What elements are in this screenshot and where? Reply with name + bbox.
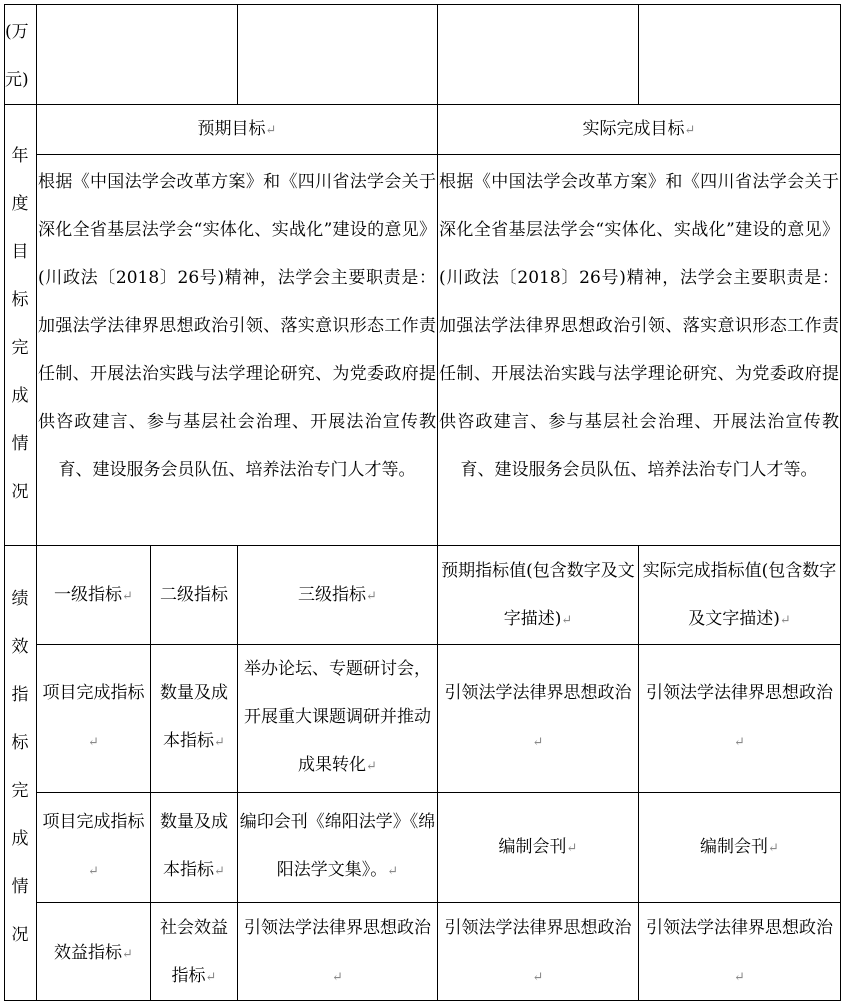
header-level2: [151, 571, 237, 619]
row1-expected-text: 引领法学法律界思想政治: [444, 683, 632, 703]
annual-side-label: [6, 132, 34, 516]
row3-actual: 引领法学法律界思想政治↵: [646, 918, 833, 985]
row1-level1: 项目完成指标↵: [42, 683, 145, 750]
rule: [840, 4, 841, 1001]
header-expected: 预期指标值(包含数字及文字描述)↵: [441, 561, 635, 629]
actual-target-text: 根据《中国法学会改革方案》和《四川省法学会关于深化全省基层法学会“实体化、实战化”建设的意见》(川政法〔2018〕26号)精神，法学会主要职责是：加强法学法律界思想政治引领、落实意识形态工作责任制、开展法治实践与法学理论研究、为党委政府提供咨政建言、参与基层社会治理、开展法治宣传教育、建设服务会员队伍、培养法治专门人才等。: [439, 172, 839, 480]
side-char: 情: [11, 434, 29, 454]
rule: [36, 902, 840, 903]
header-level3-text: 三级指标: [298, 585, 367, 605]
rule: [4, 545, 840, 546]
row3-level1-text: 效益指标: [54, 943, 123, 963]
rule: [638, 545, 639, 1001]
actual-target-header: 实际完成目标↵: [582, 119, 696, 139]
rule: [36, 154, 840, 155]
side-char: 成: [11, 829, 29, 849]
actual-target-header-text: 实际完成目标: [582, 119, 685, 139]
row2-actual: 编制会刊↵: [700, 837, 779, 857]
row2-level3-text: 编印会刊《绵阳法学》《绵阳法学文集》。: [239, 812, 436, 880]
side-char: 情: [11, 877, 29, 897]
row2-level3: 编印会刊《绵阳法学》《绵阳法学文集》。↵: [239, 812, 436, 880]
side-char: 目: [11, 242, 29, 262]
side-char: 完: [11, 781, 29, 801]
row3-level3-text: 引领法学法律界思想政治: [244, 918, 431, 938]
side-char: 成: [11, 386, 29, 406]
row3-level2: 社会效益指标↵: [160, 918, 228, 986]
side-char: 况: [11, 482, 29, 502]
side-char: 指: [11, 685, 29, 705]
side-char: 况: [11, 925, 29, 945]
rule: [237, 4, 238, 105]
row3-expected-text: 引领法学法律界思想政治: [444, 918, 632, 938]
side-char: 度: [11, 194, 29, 214]
expected-target-text: 根据《中国法学会改革方案》和《四川省法学会关于深化全省基层法学会“实体化、实战化”建设的意见》(川政法〔2018〕26号)精神，法学会主要职责是：加强法学法律界思想政治引领、落实意识形态工作责任制、开展法治实践与法学理论研究、为党委政府提供咨政建言、参与基层社会治理、开展法治宣传教育、建设服务会员队伍、培养法治专门人才等。: [38, 172, 436, 480]
header-expected-text: 预期指标值(包含数字及文字描述): [441, 561, 635, 629]
unit-label: [5, 8, 36, 104]
performance-side-label: [6, 575, 34, 959]
header-level2-text: 二级指标: [160, 585, 228, 605]
row3-level2-text: 社会效益指标: [160, 918, 228, 986]
row3-expected: 引领法学法律界思想政治↵: [444, 918, 632, 985]
rule: [638, 4, 639, 105]
side-char: 完: [11, 338, 29, 358]
row2-expected-text: 编制会刊: [498, 837, 567, 857]
row1-actual: 引领法学法律界思想政治↵: [646, 683, 833, 750]
unit-label-line2: 元): [5, 70, 29, 90]
unit-label-line1: (万: [5, 22, 29, 42]
side-char: 年: [11, 146, 29, 166]
side-char: 标: [11, 290, 29, 310]
row3-level3: 引领法学法律界思想政治↵: [244, 918, 431, 985]
expected-target-header-text: 预期目标: [197, 119, 266, 139]
row2-level1: 项目完成指标↵: [42, 812, 145, 879]
header-actual-text: 实际完成指标值(包含数字及文字描述): [642, 561, 837, 629]
row1-actual-text: 引领法学法律界思想政治: [646, 683, 833, 703]
rule: [4, 4, 840, 5]
side-char: 标: [11, 733, 29, 753]
row2-expected: 编制会刊↵: [498, 837, 578, 857]
header-actual: 实际完成指标值(包含数字及文字描述)↵: [642, 561, 837, 629]
row2-level2-text: 数量及成本指标: [160, 812, 228, 880]
expected-target-header: 预期目标↵: [197, 119, 277, 139]
header-level1: 一级指标↵: [54, 585, 133, 605]
side-char: 绩: [11, 589, 29, 609]
header-level3: 三级指标↵: [298, 585, 377, 605]
row1-level3-text: 举办论坛、专题研讨会，开展重大课题调研并推动成果转化: [244, 659, 431, 775]
row2-level2: 数量及成本指标↵: [160, 812, 228, 880]
row1-level1-text: 项目完成指标: [42, 683, 145, 703]
rule: [36, 792, 840, 793]
row2-actual-text: 编制会刊: [700, 837, 769, 857]
row3-actual-text: 引领法学法律界思想政治: [646, 918, 833, 938]
header-level1-text: 一级指标: [54, 585, 123, 605]
row1-level2-text: 数量及成本指标: [160, 683, 228, 751]
row2-level1-text: 项目完成指标: [42, 812, 145, 832]
row1-level2: 数量及成本指标↵: [160, 683, 228, 751]
row3-level1: 效益指标↵: [54, 943, 133, 963]
side-char: 效: [11, 637, 29, 657]
row1-expected: 引领法学法律界思想政治↵: [444, 683, 632, 750]
rule: [4, 4, 5, 1001]
row1-level3: 举办论坛、专题研讨会，开展重大课题调研并推动成果转化↵: [244, 659, 431, 775]
